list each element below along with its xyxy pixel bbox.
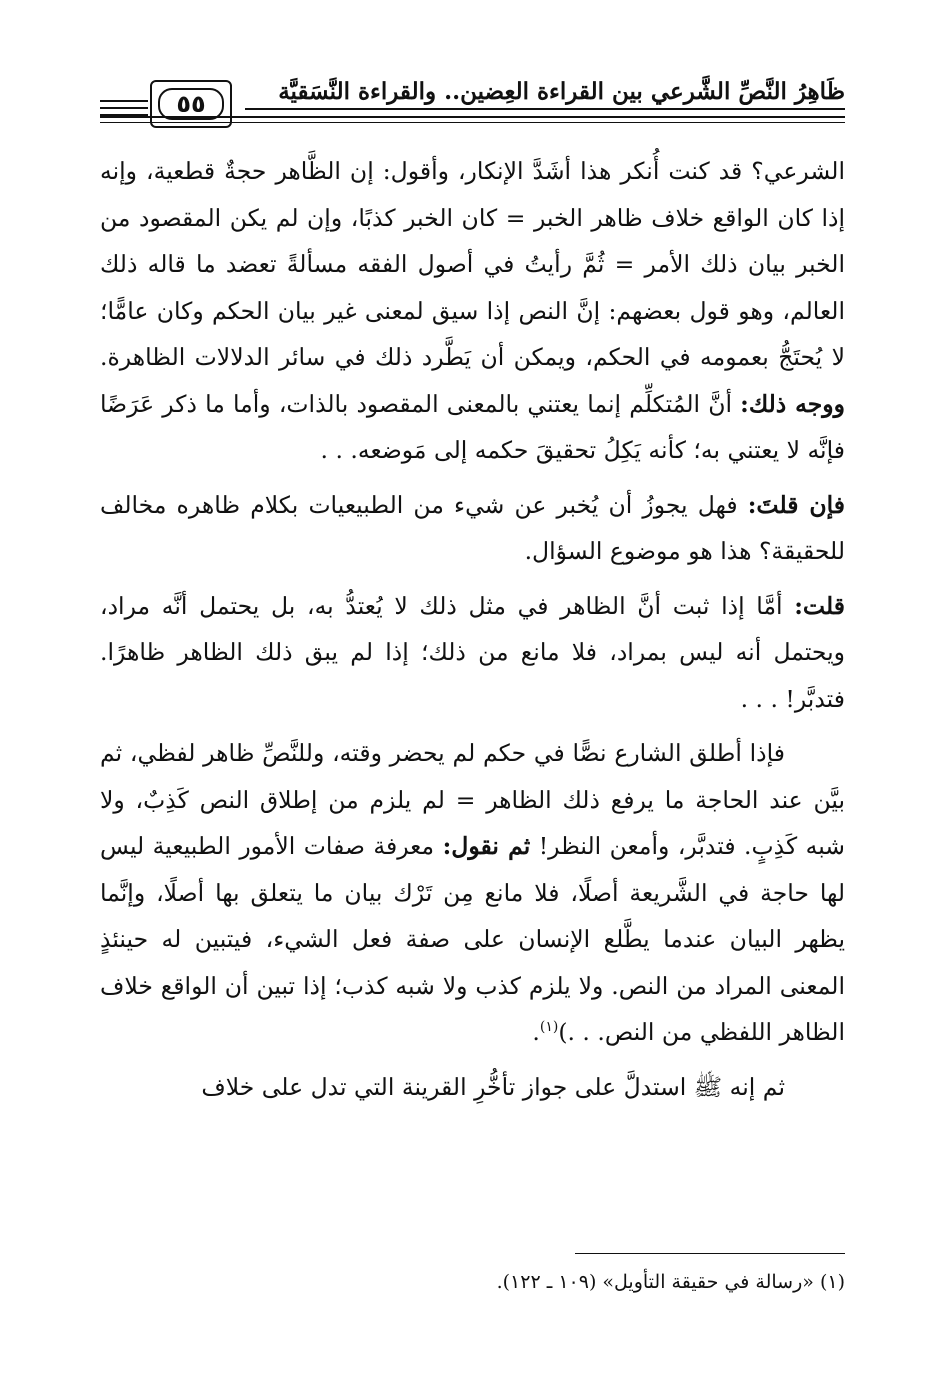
paragraph [100,148,845,474]
running-title: ظَاهِرُ النَّصِّ الشَّرعي بين القراءة العِضين.. والقراءة النَّسَقيَّة [278,78,845,105]
bold-phrase: فإن قلتَ: [747,490,845,519]
bold-phrase: ووجه ذلك: [740,389,845,418]
paragraph [100,482,845,575]
header-rule [245,108,845,110]
paragraph [100,730,845,1056]
bold-phrase: قلت: [794,591,845,620]
footnote-text: «رسالة في حقيقة التأويل» (١٠٩ ـ ١٢٢). [496,1271,814,1293]
page-number: ٥٥ [158,88,224,120]
body-text [100,148,845,1118]
paragraph [100,1064,845,1111]
page-number-frame [150,80,232,128]
text-run: معرفة صفات الأمور الطبيعية ليس لها حاجة في الشَّريعة أصلًا، فلا مانع مِن تَرْك بيان ما يتعلق بها أصلًا، وإنَّما يظهر البيان عندما يطَّلع الإنسان على صفة فعل الشيء، فيتبين له حينئذٍ المعنى المراد من النص. ولا يلزم كذب ولا شبه كذب؛ إذا تبين أن الواقع خلاف الظاهر اللفظي من النص. . .) [100,832,845,1046]
header-left-rules [100,100,148,121]
text-run: فإذا أطلق الشارع نصًّا في حكم لم يحضر وقته، وللنَّصِّ ظاهر لفظي، ثم بيَّن عند الحاجة ما يرفع ذلك الظاهر = لم يلزم من إطلاق النص كَذِبٌ، ولا شبه كَذِبٍ. فتدبَّر، وأمعن النظر! [100,739,845,860]
bold-phrase: ثم نقول: [442,832,531,860]
text-run: فهل يجوزُ أن يُخبر عن شيء من الطبيعيات بكلام ظاهره مخالف للحقيقة؟ هذا هو موضوع السؤال. [100,490,845,565]
paragraph [100,583,845,723]
text-run: أنَّ المُتكلِّم إنما يعتني بالمعنى المقصود بالذات، وأما ما ذكر عَرَضًا فإنَّه لا يعتني به؛ كأنه يَكِلُ تحقيقَ حكمه إلى مَوضعه. . . [100,389,845,464]
text-run: ثم إنه ﷺ استدلَّ على جواز تأخُّرِ القرينة التي تدل على خلاف [201,1072,785,1101]
text-run: أمَّا إذا ثبت أنَّ الظاهر في مثل ذلك لا يُعتدُّ به، بل يحتمل أنَّه مراد، ويحتمل أنه ليس بمراد، فلا مانع من ذلك؛ إذا لم يبق ذلك الظاهر ظاهرًا. فتدبَّر! . . . [100,591,845,713]
text-run: الشرعي؟ قد كنت أُنكر هذا أشَدَّ الإنكار، وأقول: إن الظَّاهر حجةٌ قطعية، وإنه إذا كان الواقع خلاف ظاهر الخبر = كان الخبر كذبًا، وإن لم يكن المقصود من الخبر بيان ذلك الأمر = ثُمَّ رأيتُ في أصول الفقه مسألةً تعضد ما قاله ذلك العالم، وهو قول بعضهم: إنَّ النص إذا سيق لمعنى غير بيان الحكم وكان عامًّا؛ لا يُحتَجُّ بعمومه في الحكم، ويمكن أن يَطَّرد ذلك في سائر الدلالات الظاهرة. [100,157,845,371]
footnote-marker: (١) [819,1271,845,1293]
text-run: . [532,1018,540,1046]
footnote-rule [575,1253,845,1254]
footnote-reference: (١) [539,1019,559,1036]
footnote [100,1262,845,1302]
